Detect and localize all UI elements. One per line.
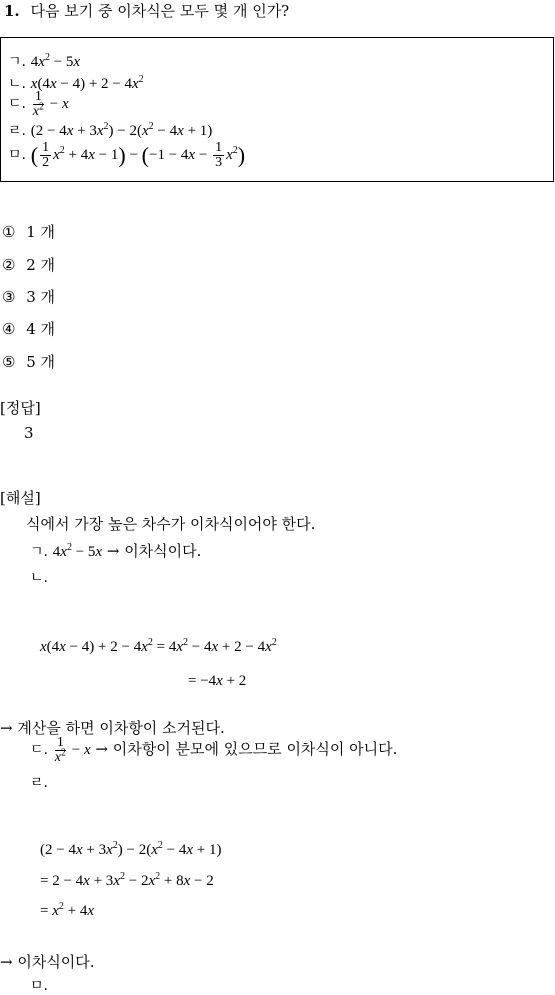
explanation-expression: $4x^2 - 5x$ <box>52 542 103 560</box>
explanation-heading: [해설] <box>0 489 41 507</box>
question-number: 1. <box>4 2 20 20</box>
explanation-item-4 <box>30 772 48 792</box>
explanation-item-3 <box>30 736 397 765</box>
explanation-marker: ㄴ. <box>30 570 48 586</box>
box-item-1 <box>8 51 80 71</box>
choice-5[interactable] <box>2 351 55 372</box>
box-item-marker: ㄴ. <box>8 76 26 92</box>
question-text: 다음 보기 중 이차식은 모두 몇 개 인가? <box>30 2 290 20</box>
explanation-marker: ㄹ. <box>30 775 48 791</box>
choice-text: 2 개 <box>26 256 56 274</box>
box-item-marker: ㄷ. <box>8 95 26 112</box>
equation-line-2: = −4x + 2 <box>188 673 247 689</box>
box-item-3 <box>8 90 69 119</box>
choice-text: 1 개 <box>26 223 56 241</box>
answer-heading: [정답] <box>0 399 41 417</box>
question-line <box>4 0 289 21</box>
explanation-expression: $\frac{1}{x^2}$ − x <box>54 735 91 765</box>
explanation-marker: ㄷ. <box>30 741 48 758</box>
box-item-5 <box>8 141 245 170</box>
box-item-expression: ( $\frac{1}{2}$ $x^2 + 4x - 1) - (-1 - 4x$ − $\frac{1}{3}$ $x^2$) <box>30 140 246 170</box>
choice-symbol: ⑤ <box>2 353 16 371</box>
equation-line-4: = $2 - 4x + 3x^2 - 2x^2 + 8x - 2$ <box>40 871 214 889</box>
answer-value: 3 <box>24 424 34 442</box>
choice-symbol: ④ <box>2 320 16 338</box>
explanation-text: → 이차항이 분모에 있으므로 이차식이 아니다. <box>95 739 398 758</box>
choice-text: 4 개 <box>26 320 56 338</box>
explanation-item-1 <box>30 540 201 561</box>
explanation-item-5 <box>30 975 48 995</box>
explanation-marker: ㅁ. <box>30 978 48 994</box>
box-item-expression: $(2 - 4x + 3x^2) - 2(x^2 - 4x + 1)$ <box>30 121 213 139</box>
choice-symbol: ② <box>2 256 16 274</box>
explanation-text: → 이차식이다. <box>106 542 202 560</box>
box-item-marker: ㅁ. <box>8 146 26 163</box>
explanation-item-2-conclusion: → 계산을 하면 이차항이 소거된다. <box>0 719 225 737</box>
choice-symbol: ① <box>2 223 16 241</box>
equation-line-5: = $x^2 + 4x$ <box>40 901 95 919</box>
box-item-marker: ㄱ. <box>8 54 26 70</box>
choice-1[interactable] <box>2 221 55 242</box>
choice-3[interactable] <box>2 286 55 307</box>
explanation-marker: ㄱ. <box>30 544 48 560</box>
explanation-item-4-conclusion: → 이차식이다. <box>0 953 95 971</box>
explanation-intro: 식에서 가장 높은 차수가 이차식이어야 한다. <box>26 515 316 533</box>
choice-4[interactable] <box>2 318 55 339</box>
choice-2[interactable] <box>2 254 55 275</box>
equation-line-1: $x(4x - 4) + 2 - 4x^2 = 4x^2 - 4x + 2 - 4x^2$ <box>40 637 277 655</box>
equation-line-3: $(2 - 4x + 3x^2) - 2(x^2 - 4x + 1)$ <box>40 840 222 858</box>
explanation-item-2 <box>30 567 48 587</box>
choice-text: 3 개 <box>26 288 56 306</box>
box-item-4 <box>8 120 212 140</box>
box-item-expression: $\frac{1}{x^2}$ − x <box>32 89 69 119</box>
box-item-expression: $4x^2 - 5x$ <box>30 52 81 70</box>
box-item-expression: $x(4x - 4) + 2 - 4x^2$ <box>30 74 144 92</box>
choice-text: 5 개 <box>26 353 56 371</box>
box-item-marker: ㄹ. <box>8 123 26 139</box>
choice-symbol: ③ <box>2 288 16 306</box>
